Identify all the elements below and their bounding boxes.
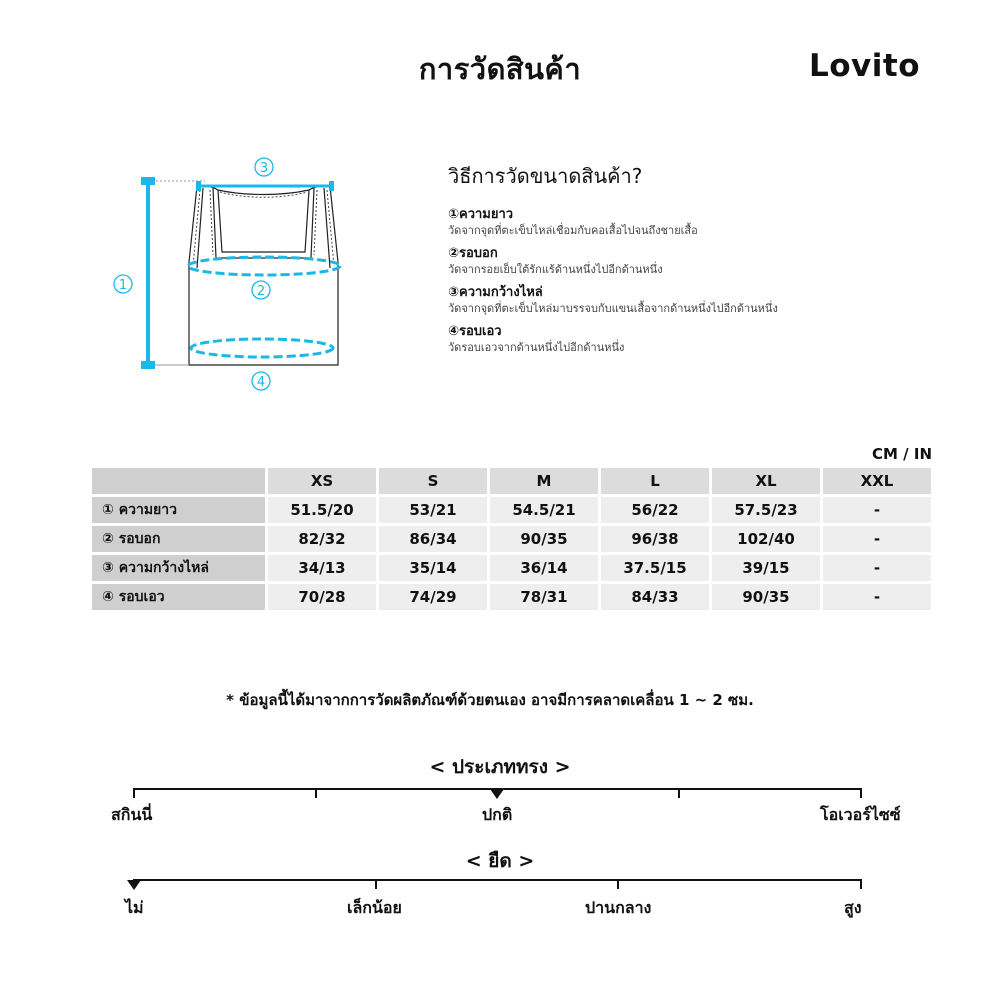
shoulder-right-cap [329,181,334,191]
fit-scale-tick [860,788,862,798]
size-column-header: XL [712,468,820,494]
instruction-title: ③ความกว้างไหล่ [448,285,543,300]
length-bottom-cap [141,361,155,369]
fit-scale-tick [678,788,680,798]
table-cell: 39/15 [712,555,820,581]
fit-label-regular: ปกติ [482,805,513,824]
size-table [89,465,934,613]
fit-label-skinny: สกินนี่ [111,805,153,824]
table-corner-cell [92,468,265,494]
size-column-header: XXL [823,468,931,494]
table-row [92,555,931,581]
size-column-header: S [379,468,487,494]
size-column-header: L [601,468,709,494]
measurement-note: * ข้อมูลนี้ได้มาจากการวัดผลิตภัณฑ์ด้วยตนเอง อาจมีการคลาดเคลื่อน 1 ~ 2 ซม. [226,691,754,709]
table-cell: 96/38 [601,526,709,552]
table-cell: 84/33 [601,584,709,610]
size-column-header: M [490,468,598,494]
instruction-item-waist [448,323,948,356]
table-cell: 37.5/15 [601,555,709,581]
shoulder-left-cap [196,181,201,191]
instruction-item-shoulder [448,284,948,317]
table-row [92,584,931,610]
stretch-scale-tick [860,879,862,889]
table-cell: 35/14 [379,555,487,581]
marker-2-label: 2 [256,284,266,299]
table-cell: - [823,555,931,581]
table-cell: 102/40 [712,526,820,552]
bust-measure-ellipse [188,257,340,275]
stretch-scale-tick [375,879,377,889]
marker-3-label: 3 [259,161,269,176]
table-cell: 51.5/20 [268,497,376,523]
instruction-title: ①ความยาว [448,207,514,222]
instruction-title: ④รอบเอว [448,324,502,339]
fit-selected-marker-icon [490,789,504,799]
row-label: ④ รอบเอว [92,584,265,610]
stretch-label-high: สูง [844,898,862,917]
table-cell: - [823,497,931,523]
size-column-header: XS [268,468,376,494]
table-cell: 74/29 [379,584,487,610]
stretch-label-none: ไม่ [125,898,144,917]
fit-label-oversize: โอเวอร์ไซซ์ [820,805,901,824]
table-cell: 86/34 [379,526,487,552]
row-label: ③ ความกว้างไหล่ [92,555,265,581]
table-cell: 78/31 [490,584,598,610]
stretch-label-slight: เล็กน้อย [347,898,402,917]
instruction-desc: วัดจากรอยเย็บใต้รักแร้ด้านหนึ่งไปอีกด้านหนึ่ง [448,263,663,276]
garment-diagram [100,150,350,395]
table-header-row [92,468,931,494]
row-label: ② รอบอก [92,526,265,552]
page-title: การวัดสินค้า [418,52,582,86]
fit-scale-tick [133,788,135,798]
table-row [92,497,931,523]
instruction-item-bust [448,245,948,278]
stretch-label-medium: ปานกลาง [585,898,652,917]
table-row [92,526,931,552]
table-cell: - [823,526,931,552]
brand-logo: Lovito [808,48,920,84]
waist-measure-ellipse [191,339,333,357]
row-label: ① ความยาว [92,497,265,523]
table-cell: - [823,584,931,610]
table-cell: 36/14 [490,555,598,581]
fit-scale-title: < ประเภททรง > [429,756,571,778]
marker-4-label: 4 [256,375,266,390]
instruction-title: ②รอบอก [448,246,498,261]
instruction-desc: วัดจากจุดที่ตะเข็บไหล่เชื่อมกับคอเสื้อไปจนถึงชายเสื้อ [448,224,698,237]
table-cell: 56/22 [601,497,709,523]
marker-1-label: 1 [118,278,128,293]
table-cell: 90/35 [490,526,598,552]
measurement-instructions [448,160,948,362]
table-cell: 70/28 [268,584,376,610]
instruction-desc: วัดจากจุดที่ตะเข็บไหล่มาบรรจบกับแขนเสื้อจากด้านหนึ่งไปอีกด้านหนึ่ง [448,302,778,315]
table-cell: 53/21 [379,497,487,523]
table-cell: 82/32 [268,526,376,552]
stretch-scale-tick [617,879,619,889]
unit-label: CM / IN [872,445,932,463]
stretch-selected-marker-icon [127,880,141,890]
instruction-desc: วัดรอบเอวจากด้านหนึ่งไปอีกด้านหนึ่ง [448,341,625,354]
stretch-scale-title: < ยืด > [465,850,535,872]
table-cell: 54.5/21 [490,497,598,523]
table-cell: 34/13 [268,555,376,581]
length-top-cap [141,177,155,185]
fit-scale-tick [315,788,317,798]
stretch-scale-line [133,879,862,881]
table-cell: 90/35 [712,584,820,610]
table-cell: 57.5/23 [712,497,820,523]
instruction-item-length [448,206,948,239]
instructions-heading: วิธีการวัดขนาดสินค้า? [448,164,643,188]
